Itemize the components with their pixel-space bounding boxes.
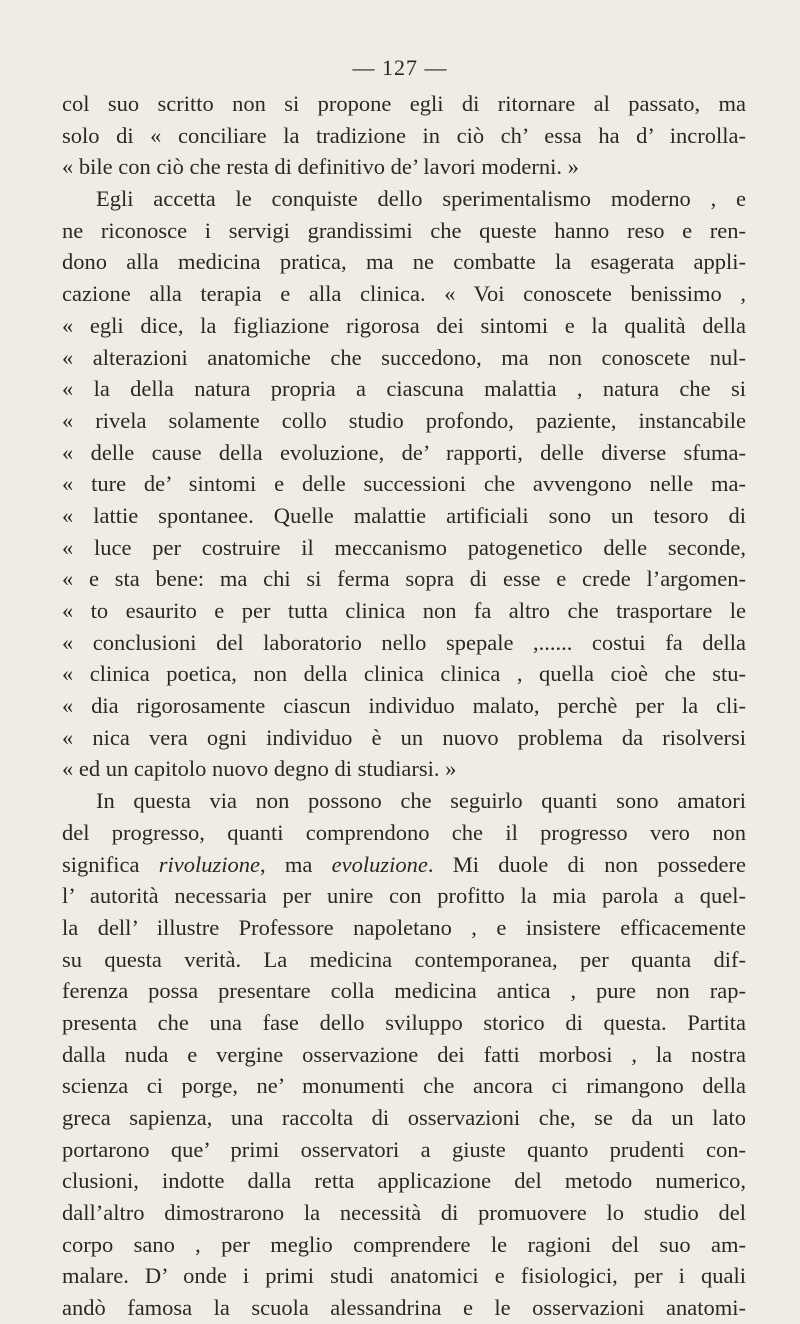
text-segment: , ma [260,851,332,877]
text-line: su questa verità. La medicina contemporanea, per quanta dif- [62,946,746,972]
text-line: malare. D’ onde i primi studi anatomici e fisiologici, per i quali [62,1263,746,1289]
text-line: solo di « conciliare la tradizione in ciò ch’ essa ha d’ incrolla- [62,122,746,148]
text-line: dalla nuda e vergine osservazione dei fatti morbosi , la nostra [62,1041,746,1067]
text-line: col suo scritto non si propone egli di ritornare al passato, ma [62,91,746,116]
text-line: « alterazioni anatomiche che succedono, ma non conoscete nul- [62,344,746,370]
text-line: « dia rigorosamente ciascun individuo malato, perchè per la cli- [62,693,746,719]
text-line: l’ autorità necessaria per unire con profitto la mia parola a quel- [62,883,746,909]
text-line: ne riconosce i servigi grandissimi che queste hanno reso e ren- [62,217,746,243]
text-line: presenta che una fase dello sviluppo storico di questa. Partita [62,1009,746,1035]
text-line: portarono que’ primi osservatori a giuste quanto prudenti con- [62,1136,746,1162]
italic-term: evoluzione [331,851,428,877]
text-line: « to esaurito e per tutta clinica non fa altro che trasportare le [62,598,746,623]
text-line: « nica vera ogni individuo è un nuovo problema da risolversi [62,724,746,750]
text-line: cazione alla terapia e alla clinica. « Voi conoscete benissimo , [62,281,746,307]
text-line: « e sta bene: ma chi si ferma sopra di esse e crede l’argomen- [62,566,746,592]
text-line: « rivela solamente collo studio profondo, paziente, instancabile [62,407,746,433]
text-line: ferenza possa presentare colla medicina antica , pure non rap- [62,978,746,1004]
text-line: « delle cause della evoluzione, de’ rapporti, delle diverse sfuma- [62,439,746,465]
text-line: « egli dice, la figliazione rigorosa dei sintomi e la qualità della [62,312,746,338]
text-line: corpo sano , per meglio comprendere le ragioni del suo am- [62,1231,746,1257]
italic-term: rivoluzione [158,851,260,877]
text-line: del progresso, quanti comprendono che il progresso vero non [62,819,746,845]
text-line: scienza ci porge, ne’ monumenti che ancora ci rimangono della [62,1073,746,1099]
text-line: « bile con ciò che resta di definitivo de’ lavori moderni. » [62,154,579,180]
text-line: « la della natura propria a ciascuna malattia , natura che si [62,376,746,402]
paragraph-start-line: Egli accetta le conquiste dello sperimentalismo moderno , e [96,186,746,212]
text-line: « conclusioni del laboratorio nello spepale ,...... costui fa della [62,629,746,655]
text-line: « lattie spontanee. Quelle malattie artificiali sono un tesoro di [62,502,746,528]
page-number: — 127 — [352,55,448,80]
text-line-with-italics [62,849,746,881]
text-line: « luce per costruire il meccanismo patogenetico delle seconde, [62,534,746,560]
paragraph-start-line: In questa via non possono che seguirlo quanti sono amatori [96,788,746,814]
text-line: « ture de’ sintomi e delle successioni che avvengono nelle ma- [62,471,746,497]
text-segment: . Mi duole di non possedere [427,851,746,877]
text-line: clusioni, indotte dalla retta applicazione del metodo numerico, [62,1168,746,1194]
text-line: andò famosa la scuola alessandrina e le osservazioni anatomi- [62,1295,746,1321]
text-line: dall’altro dimostrarono la necessità di promuovere lo studio del [62,1200,746,1226]
text-line: dono alla medicina pratica, ma ne combatte la esagerata appli- [62,249,746,275]
text-segment: significa [62,851,159,877]
text-line: « clinica poetica, non della clinica clinica , quella cioè che stu- [62,661,746,687]
text-line: greca sapienza, una raccolta di osservazioni che, se da un lato [62,1105,746,1130]
body-text [62,88,746,1324]
text-line: la dell’ illustre Professore napoletano , e insistere efficacemente [62,914,746,940]
text-line: « ed un capitolo nuovo degno di studiarsi. » [62,756,457,782]
